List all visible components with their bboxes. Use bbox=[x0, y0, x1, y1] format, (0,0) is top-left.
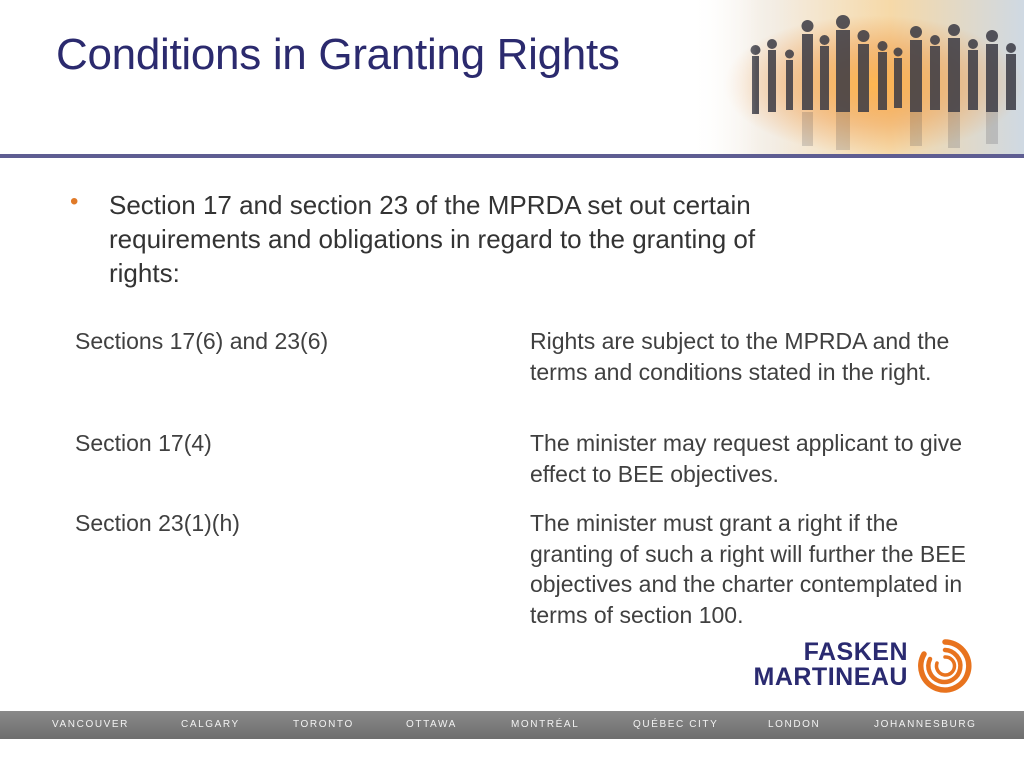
footer-city: MONTRÉAL bbox=[511, 719, 580, 730]
header-divider bbox=[0, 154, 1024, 158]
footer-city: VANCOUVER bbox=[52, 719, 130, 730]
intro-text: Section 17 and section 23 of the MPRDA set out certain requirements and obligations in regard to the granting of rights: bbox=[109, 190, 756, 288]
requirement-section: Section 17(4) bbox=[75, 430, 212, 456]
slide-title: Conditions in Granting Rights bbox=[56, 30, 620, 79]
footer-city: QUÉBEC CITY bbox=[633, 719, 719, 730]
requirement-description: Rights are subject to the MPRDA and the terms and conditions stated in the right. bbox=[530, 328, 950, 385]
bullet-icon: • bbox=[70, 188, 79, 215]
footer-city: LONDON bbox=[768, 719, 821, 730]
footer-city: CALGARY bbox=[181, 719, 240, 730]
requirement-section: Section 23(1)(h) bbox=[75, 510, 240, 536]
footer-city: TORONTO bbox=[293, 719, 354, 730]
logo-line-1: FASKEN bbox=[803, 638, 908, 666]
footer-city: OTTAWA bbox=[406, 719, 457, 730]
footer-city: JOHANNESBURG bbox=[874, 719, 977, 730]
fasken-martineau-logo bbox=[746, 640, 976, 692]
requirement-description: The minister may request applicant to give effect to BEE objectives. bbox=[530, 430, 963, 487]
footer-offices-bar bbox=[0, 711, 1024, 739]
fasken-swirl-icon bbox=[916, 639, 974, 693]
requirement-description: The minister must grant a right if the granting of such a right will further the BEE objectives and the charter contemplated in terms of section 100. bbox=[530, 510, 966, 628]
header-business-people-photo bbox=[690, 0, 1024, 154]
requirement-section: Sections 17(6) and 23(6) bbox=[75, 328, 329, 354]
slide-header bbox=[0, 0, 1024, 158]
logo-line-2: MARTINEAU bbox=[753, 663, 908, 691]
logo-wordmark bbox=[746, 640, 908, 690]
